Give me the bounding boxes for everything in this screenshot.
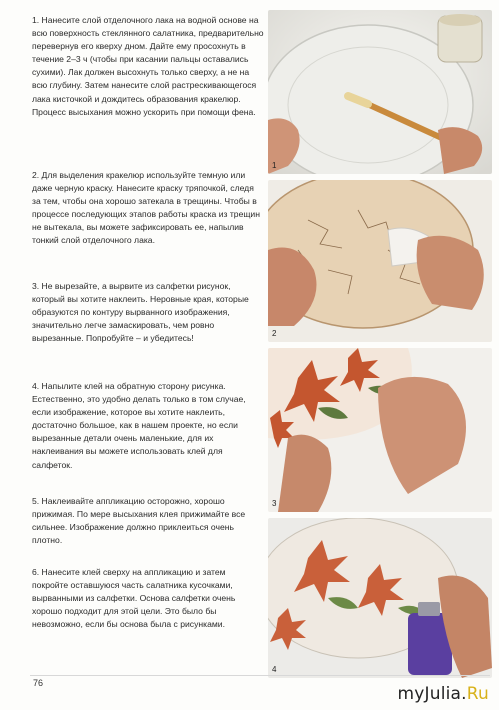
watermark-tld: Ru xyxy=(466,684,489,704)
photo-2-number: 2 xyxy=(272,329,277,338)
photo-3 xyxy=(268,348,492,512)
footer-rule xyxy=(30,675,490,676)
step-3-text: 3. Не вырезайте, а вырвите из салфетки рисунок, который вы хотите наклеить. Неровные края, которые образуются по контуру вырванного изображения, значительно легче замаскировать, чем ровно вырезанные. Попробуйте – и убедитесь! xyxy=(32,281,249,344)
photo-1-number: 1 xyxy=(272,161,277,170)
photo-1-image xyxy=(268,10,492,174)
watermark-main: myJulia. xyxy=(397,684,467,704)
photo-2 xyxy=(268,180,492,342)
photo-1 xyxy=(268,10,492,174)
photo-4-number: 4 xyxy=(272,665,277,674)
photo-4-image xyxy=(268,518,492,678)
photo-3-image xyxy=(268,348,492,512)
photo-4 xyxy=(268,518,492,678)
step-1-text: 1. Нанесите слой отделочного лака на водной основе на всю поверхность стеклянного салатника, предварительно перевернув его кверху дном. Дайте ему просохнуть в течение 2–3 ч (чтобы при касании пальцы оставались сухими). Лак должен высохнуть только сверху, а не на всю глубину. Затем нанесите слой растрескивающегося лака кисточкой и дождитесь образования кракелюр. Процесс высыхания можно ускорить при помощи фена. xyxy=(32,15,264,117)
page-number: 76 xyxy=(33,678,44,688)
photo-3-number: 3 xyxy=(272,499,277,508)
step-6-text: 6. Нанесите клей сверху на аппликацию и затем покройте оставшуюся часть салатника кусочками, вырванными из салфетки. Основа салфетки очень хорошо подходит для этой цели. Это было бы невозможно, если бы основа была с рисунками. xyxy=(32,567,236,630)
site-watermark xyxy=(397,684,489,704)
step-4-text: 4. Напылите клей на обратную сторону рисунка. Естественно, это удобно делать только в том случае, если изображение, которое вы хотите наклеить, достаточно большое, как в нашем проекте, но если вырезанные детали очень маленькие, для их наклеивания вы можете использовать клей для салфеток. xyxy=(32,381,246,470)
step-2-text: 2. Для выделения кракелюр используйте темную или даже черную краску. Нанесите краску тряпочкой, следя за тем, чтобы она хорошо затекала в трещины. Чтобы в процессе последующих этапов работы краска из трещин не вытекала, вы можете зафиксировать ее, напылив тонкий слой отделочного лака. xyxy=(32,170,260,246)
photo-2-image xyxy=(268,180,492,342)
step-5-text: 5. Наклеивайте аппликацию осторожно, хорошо прижимая. По мере высыхания клея прижимайте все сильнее. Изображение должно приклеиться очень плотно. xyxy=(32,496,246,546)
